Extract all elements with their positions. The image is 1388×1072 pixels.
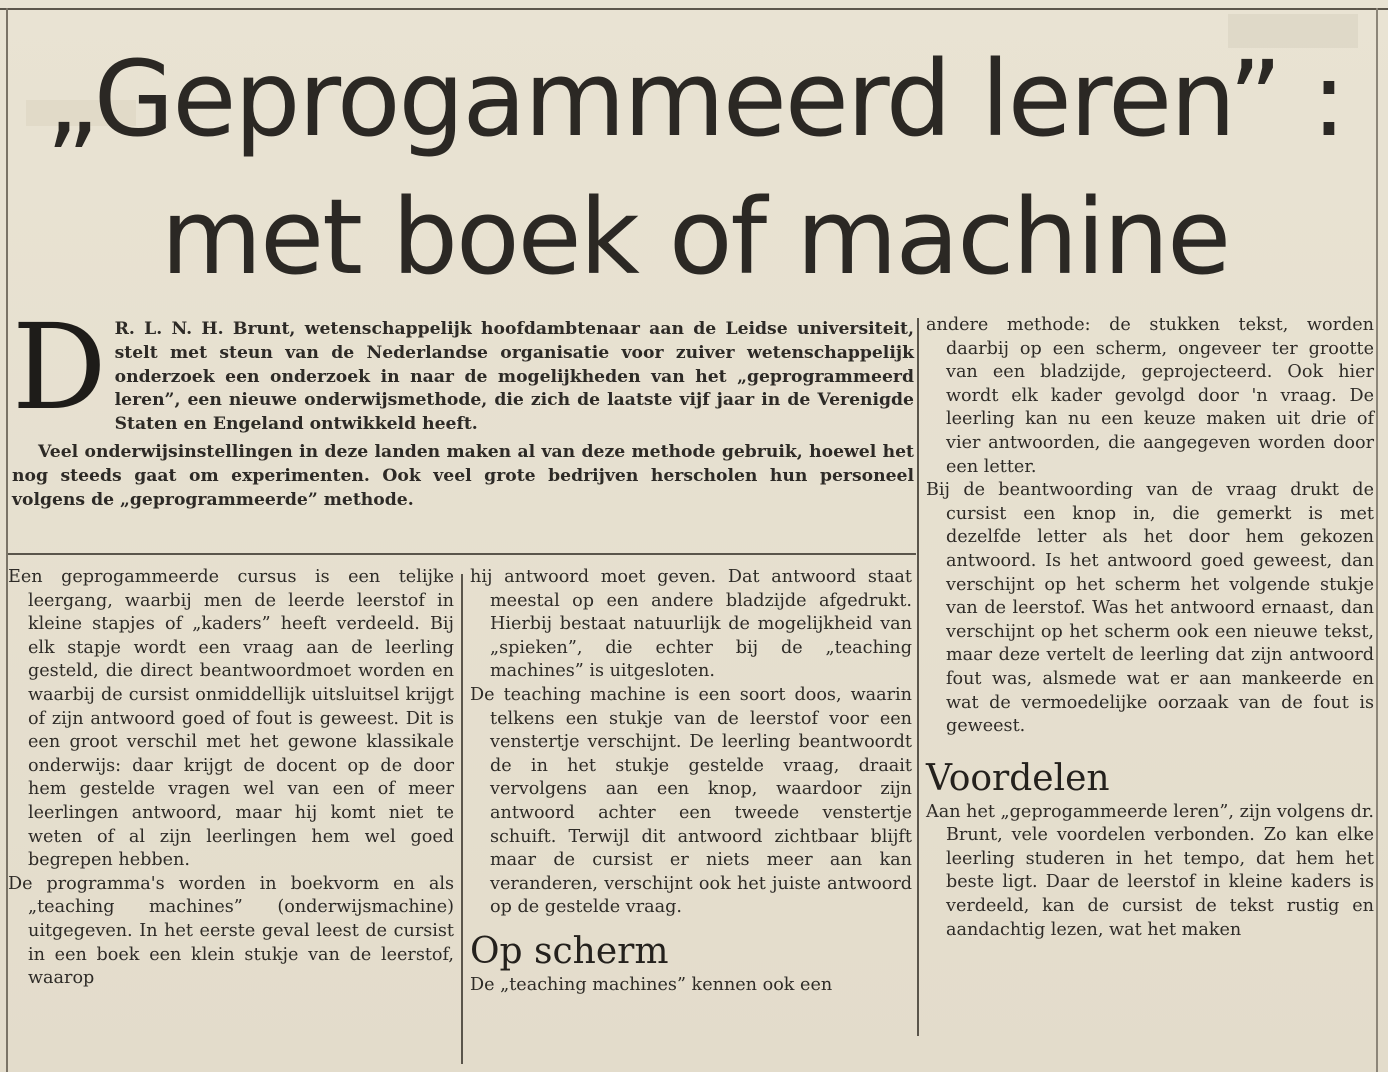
headline	[20, 30, 1370, 306]
headline-line-2: met boek of machine	[160, 176, 1230, 298]
drop-cap: D	[12, 298, 107, 436]
lead-paragraph-1: R. L. N. H. Brunt, wetenschappelijk hoofdambtenaar aan de Leidse universiteit, stelt met steun van de Nederlandse organisatie voor zuiver wetenschappelijk onderzoek een onderzoek in naar de mogelijkheden van het „geprogrammeerd leren”, een nieuwe onderwijsmethode, die zich de laatste vijf jaar in de Verenigde Staten en Engeland ontwikkeld heeft.	[114, 319, 914, 435]
lead-bottom-rule	[8, 553, 916, 555]
column-2	[470, 566, 912, 998]
column-rule-1	[461, 574, 463, 1064]
right-border	[1376, 8, 1378, 1072]
subheading-op-scherm: Op scherm	[470, 930, 669, 972]
column-3	[926, 314, 1374, 942]
column-3-paragraph-2: Bij de beantwoording van de vraag drukt de cursist een knop in, die gemerkt is met dezelfde letter als het door hem gekozen antwoord. Is het antwoord goed geweest, dan verschijnt op het scherm het volgende stukje van de leerstof. Was het antwoord ernaast, dan verschijnt op het scherm ook een nieuwe tekst, maar deze vertelt de leerling dat zijn antwoord fout was, alsmede wat er aan mankeerde en wat de vermoedelijke oorzaak van de fout is geweest.	[926, 480, 1374, 737]
subheading-voordelen: Voordelen	[926, 757, 1110, 799]
column-3-paragraph-1: andere methode: de stukken tekst, worden daarbij op een scherm, ongeveer ter grootte van een bladzijde, geprojecteerd. Ook hier wordt elk kader gevolgd door 'n vraag. De leerling kan nu een keuze maken uit drie of vier antwoorden, die aangegeven worden door een letter.	[926, 315, 1374, 477]
lead-paragraph-2: Veel onderwijsinstellingen in deze landen maken al van deze methode gebruik, hoewel het nog steeds gaat om experimenten. Ook veel grote bedrijven herscholen hun personeel volgens de „geprogrammeerde” methode.	[12, 441, 914, 510]
column-2-paragraph-2: De teaching machine is een soort doos, waarin telkens een stukje van de leerstof voor een venstertje verschijnt. De leerling beantwoordt de in het stukje gestelde vraag, draait vervolgens aan een knop, waardoor zijn antwoord achter een tweede venstertje schuift. Terwijl dit antwoord zichtbaar blijft maar de cursist er niets meer aan kan veranderen, verschijnt ook het juiste antwoord op de gestelde vraag.	[470, 684, 912, 918]
column-rule-2	[917, 318, 919, 1036]
column-1	[8, 566, 454, 991]
column-3-paragraph-3: Aan het „geprogammeerde leren”, zijn volgens dr. Brunt, vele voordelen verbonden. Zo kan elke leerling studeren in het tempo, dat hem het beste ligt. Daar de leerstof in kleine kaders is verdeeld, kan de cursist de tekst rustig en aandachtig lezen, wat het maken	[926, 801, 1374, 940]
column-2-paragraph-1: hij antwoord moet geven. Dat antwoord staat meestal op een andere bladzijde afgedrukt. Hierbij bestaat natuurlijk de mogelijkheid van „spieken”, die echter bij de „teaching machines” is uitgesloten.	[470, 567, 912, 682]
top-border	[0, 8, 1388, 10]
column-2-paragraph-3: De „teaching machines” kennen ook een	[470, 974, 833, 995]
column-1-paragraph-1: Een geprogammeerde cursus is een telijke leergang, waarbij men de leerde leerstof in kleine stapjes of „kaders” heeft verdeeld. Bij elk stapje wordt een vraag aan de leerling gesteld, die direct beantwoordmoet worden en waarbij de cursist onmiddellijk uitsluitsel krijgt of zijn antwoord goed of fout is geweest. Dit is een groot verschil met het gewone klassikale onderwijs: daar krijgt de docent op de door hem gestelde vragen wel van een of meer leerlingen antwoord, maar hij komt niet te weten of al zijn leerlingen hem wel goed begrepen hebben.	[8, 567, 454, 871]
lead-paragraphs	[12, 298, 914, 512]
headline-line-1: „Geprogammeerd leren” :	[45, 38, 1345, 160]
column-1-paragraph-2: De programma's worden in boekvorm en als „teaching machines” (onderwijsmachine) uitgegeven. In het eerste geval leest de cursist in een boek een klein stukje van de leerstof, waarop	[8, 873, 454, 989]
